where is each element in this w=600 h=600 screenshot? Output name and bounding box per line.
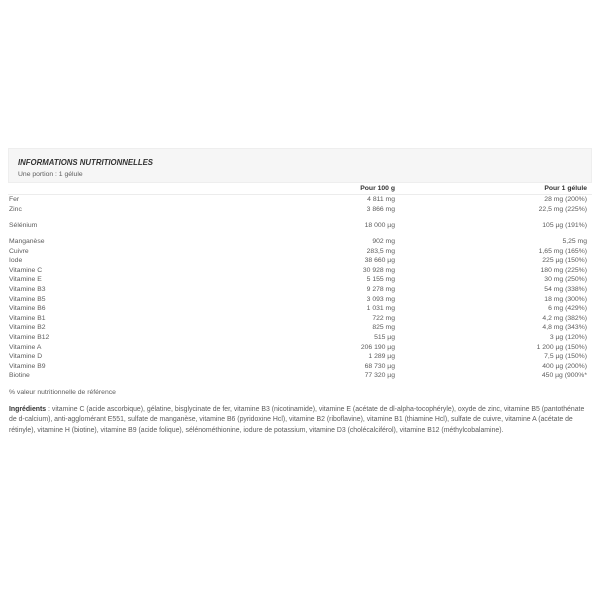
nutrition-table [8, 184, 592, 381]
nutrient-name: Manganèse [9, 238, 45, 245]
per-100g-value: 902 mg [372, 238, 395, 245]
nutrient-row [8, 266, 592, 276]
per-100g-value: 1 289 µg [368, 353, 395, 361]
nutrient-name: Cuivre [9, 247, 29, 255]
per-100g-value: 77 320 µg [364, 372, 395, 380]
nutrient-row [8, 237, 592, 247]
per-capsule-value: 4,2 mg (382%) [542, 314, 587, 322]
nutrient-row [8, 215, 592, 237]
nutrient-name: Vitamine B9 [9, 362, 46, 370]
per-capsule-value: 30 mg (250%) [544, 276, 587, 284]
per-capsule-value: 180 mg (225%) [540, 266, 587, 274]
nutrient-row [8, 362, 592, 372]
ingredients-paragraph [9, 405, 587, 436]
column-header-per-capsule: Pour 1 gélule [544, 185, 587, 192]
nutrition-title: INFORMATIONS NUTRITIONNELLES [18, 158, 153, 167]
per-capsule-value: 4,8 mg (343%) [542, 324, 587, 332]
nutrient-name: Vitamine A [9, 343, 42, 351]
table-header-row [8, 184, 592, 195]
per-100g-value: 5 155 mg [366, 276, 395, 284]
per-capsule-value: 450 µg (900%* [541, 372, 587, 380]
per-100g-value: 38 660 µg [364, 257, 395, 265]
nutrient-name: Iode [9, 257, 23, 265]
nutrient-name: Vitamine B1 [9, 314, 46, 322]
nutrient-name: Zinc [9, 206, 22, 213]
per-100g-value: 3 866 mg [366, 206, 395, 213]
nutrient-name: Vitamine B12 [9, 333, 50, 341]
nutrient-name: Fer [9, 196, 20, 203]
nutrient-row [8, 247, 592, 257]
nutrition-header [8, 148, 592, 183]
nutrient-name: Sélénium [9, 222, 38, 229]
per-capsule-value: 5,25 mg [562, 238, 587, 245]
nutrient-row [8, 352, 592, 362]
serving-size: Une portion : 1 gélule [18, 171, 83, 178]
per-capsule-value: 1 200 µg (150%) [536, 343, 587, 351]
reference-value-footnote: % valeur nutritionnelle de référence [9, 389, 116, 396]
per-100g-value: 3 093 mg [366, 295, 395, 303]
nutrient-name: Vitamine C [9, 266, 43, 274]
per-capsule-value: 18 mg (300%) [544, 295, 587, 303]
nutrient-row [8, 205, 592, 215]
nutrient-name: Vitamine B6 [9, 305, 46, 313]
nutrient-row [8, 371, 592, 381]
per-100g-value: 283,5 mg [366, 247, 395, 255]
nutrient-row [8, 343, 592, 353]
nutrient-row [8, 304, 592, 314]
nutrient-row [8, 285, 592, 295]
nutrient-row [8, 256, 592, 266]
nutrient-name: Vitamine D [9, 353, 43, 361]
nutrient-name: Vitamine B5 [9, 295, 46, 303]
per-100g-value: 18 000 µg [364, 222, 395, 229]
per-capsule-value: 3 µg (120%) [549, 333, 587, 341]
per-100g-value: 825 mg [372, 324, 395, 332]
nutrient-name: Vitamine B3 [9, 285, 46, 293]
nutrient-name: Vitamine E [9, 276, 42, 284]
nutrient-row [8, 295, 592, 305]
column-header-per-100g: Pour 100 g [360, 185, 395, 192]
per-100g-value: 1 031 mg [366, 305, 395, 313]
nutrient-row [8, 195, 592, 205]
nutrient-row [8, 275, 592, 285]
per-100g-value: 9 278 mg [366, 285, 395, 293]
per-capsule-value: 105 µg (191%) [542, 222, 587, 229]
per-capsule-value: 225 µg (150%) [542, 257, 587, 265]
per-capsule-value: 7,5 µg (150%) [544, 353, 587, 361]
nutrient-name: Vitamine B2 [9, 324, 46, 332]
per-100g-value: 515 µg [374, 333, 395, 341]
per-100g-value: 722 mg [372, 314, 395, 322]
nutrient-row [8, 314, 592, 324]
per-capsule-value: 6 mg (429%) [548, 305, 587, 313]
per-capsule-value: 54 mg (338%) [544, 285, 587, 293]
per-capsule-value: 28 mg (200%) [544, 196, 587, 203]
per-100g-value: 4 811 mg [367, 196, 395, 203]
nutrient-row [8, 333, 592, 343]
per-100g-value: 68 730 µg [364, 362, 395, 370]
per-capsule-value: 1,65 mg (165%) [538, 247, 587, 255]
per-capsule-value: 22,5 mg (225%) [538, 206, 587, 213]
ingredients-text: : vitamine C (acide ascorbique), gélatine, bisglycinate de fer, vitamine B3 (nicotinamide), vitamine E (acétate de dl-alpha-tocophéryle), oxyde de zinc, vitamine B5 (pantothénate de d-calcium), anti-agglomérant E551, sulfate de manganèse, vitamine B6 (pyridoxine Hcl), vitamine B2 (riboflavine), vitamine B1 (thiamine Hcl), sulfate de cuivre, vitamine A (acétate de rétinyle), vitamine H (biotine), vitamine B9 (acide folique), sélénométhionine, iodure de potassium, vitamine D3 (cholécalciférol), vitamine B12 (méthylcobalamine). [9, 406, 585, 434]
nutrient-row [8, 323, 592, 333]
nutrient-name: Biotine [9, 372, 30, 380]
per-100g-value: 206 190 µg [360, 343, 395, 351]
ingredients-label: Ingrédients [9, 406, 47, 413]
per-capsule-value: 400 µg (200%) [542, 362, 587, 370]
per-100g-value: 30 928 mg [362, 266, 395, 274]
